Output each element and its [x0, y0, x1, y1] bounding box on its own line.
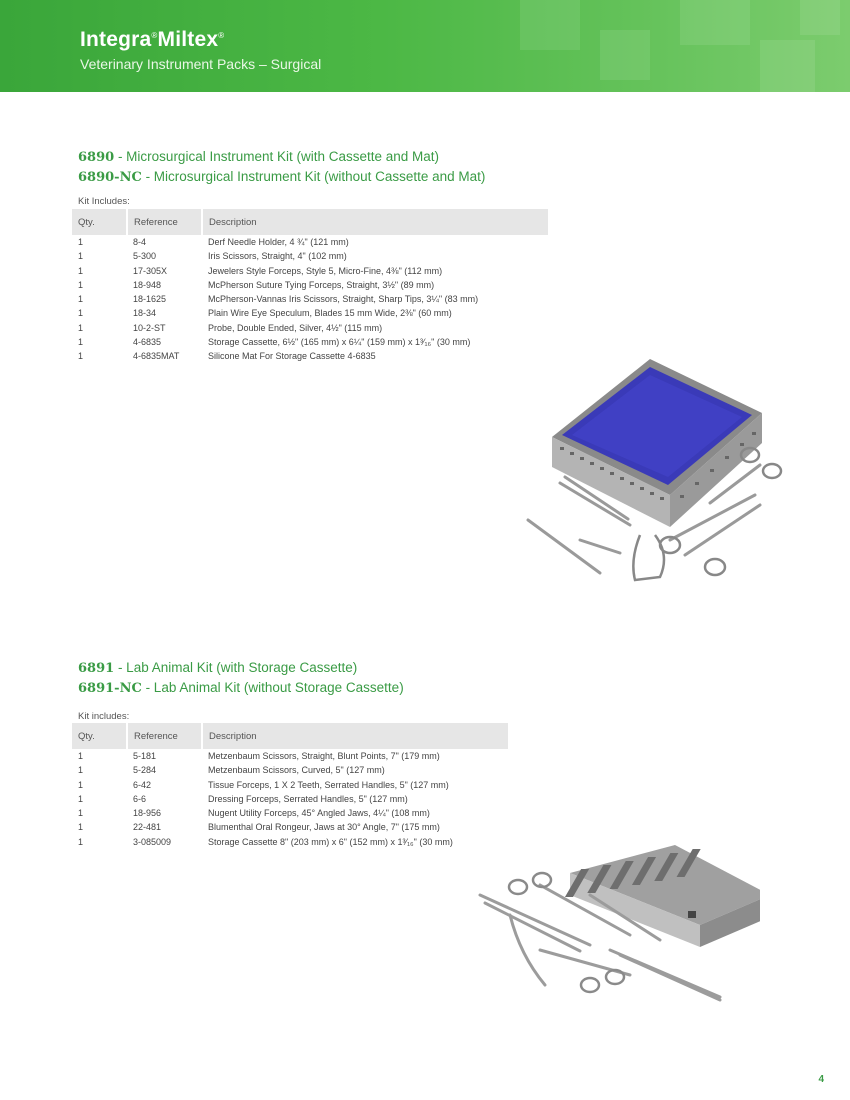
page-number: 4 — [818, 1074, 824, 1085]
cell-qty: 1 — [78, 294, 84, 305]
cell-reference: 5-284 — [133, 765, 157, 776]
table-row — [72, 278, 548, 292]
table-row — [72, 835, 508, 849]
table-row — [72, 321, 548, 335]
table-row — [72, 820, 508, 834]
kit-6891-table — [72, 723, 508, 849]
cell-qty: 1 — [78, 808, 84, 819]
cell-description: Storage Cassette, 6½" (165 mm) x 6¼" (159 mm) x 1³⁄₁₆" (30 mm) — [208, 337, 471, 348]
cell-description: Iris Scissors, Straight, 4" (102 mm) — [208, 251, 347, 262]
cell-description: Jewelers Style Forceps, Style 5, Micro-Fine, 4⅜" (112 mm) — [208, 265, 443, 276]
cell-reference: 5-300 — [133, 251, 157, 262]
column-header-reference: Reference — [127, 723, 202, 749]
column-header-qty: Qty. — [72, 723, 127, 749]
cell-reference: 18-948 — [133, 279, 162, 290]
table-row — [72, 264, 548, 278]
page-subtitle: Veterinary Instrument Packs – Surgical — [80, 56, 322, 72]
cell-reference: 6-6 — [133, 793, 147, 804]
table-row — [72, 249, 548, 263]
table-row — [72, 306, 548, 320]
cell-description: Silicone Mat For Storage Cassette 4-6835 — [208, 351, 376, 362]
cell-description: McPherson-Vannas Iris Scissors, Straight, Sharp Tips, 3¼" (83 mm) — [208, 294, 479, 305]
cell-qty: 1 — [78, 351, 84, 362]
cell-description: Plain Wire Eye Speculum, Blades 15 mm Wide, 2⅜" (60 mm) — [208, 308, 452, 319]
kit-6890-table — [72, 209, 548, 364]
cell-description: Metzenbaum Scissors, Straight, Blunt Points, 7" (179 mm) — [208, 751, 440, 761]
cell-qty: 1 — [78, 237, 84, 247]
table-row — [72, 778, 508, 792]
cell-reference: 3-085009 — [133, 836, 172, 847]
cell-description: Metzenbaum Scissors, Curved, 5" (127 mm) — [208, 765, 385, 776]
kit-6891-title: 6891 - Lab Animal Kit (with Storage Cassette) 6891-NC - Lab Animal Kit (without Storage Cassette) — [78, 660, 404, 696]
brand-logo: Integra®Miltex® — [80, 28, 225, 51]
cell-reference: 4-6835MAT — [133, 351, 180, 362]
cell-reference: 18-34 — [133, 308, 157, 319]
cell-description: McPherson Suture Tying Forceps, Straight, 3½" (89 mm) — [208, 279, 435, 290]
cell-qty: 1 — [78, 836, 84, 847]
cell-description: Storage Cassette 8" (203 mm) x 6" (152 mm) x 1³⁄₁₆" (30 mm) — [208, 836, 453, 847]
cell-reference: 8-4 — [133, 237, 147, 247]
cell-reference: 6-42 — [133, 779, 152, 790]
kit-6891-product-photo — [470, 845, 760, 1005]
table-row — [72, 235, 548, 249]
cell-reference: 18-1625 — [133, 294, 167, 305]
column-header-description: Description — [202, 209, 548, 235]
cell-reference: 5-181 — [133, 751, 157, 761]
cell-qty: 1 — [78, 279, 84, 290]
cell-description: Derf Needle Holder, 4 ¾" (121 mm) — [208, 237, 349, 247]
cell-qty: 1 — [78, 793, 84, 804]
cell-qty: 1 — [78, 822, 84, 833]
cell-reference: 18-956 — [133, 808, 162, 819]
table-row — [72, 763, 508, 777]
cell-description: Dressing Forceps, Serrated Handles, 5" (127 mm) — [208, 793, 408, 804]
column-header-reference: Reference — [127, 209, 202, 235]
table-row — [72, 292, 548, 306]
kit-6891-includes-label: Kit includes: — [78, 711, 130, 722]
cell-reference: 22-481 — [133, 822, 162, 833]
cell-reference: 4-6835 — [133, 337, 162, 348]
kit-6890-product-photo — [520, 355, 790, 595]
cell-qty: 1 — [78, 322, 84, 333]
table-row — [72, 349, 548, 363]
kit-6890-title: 6890 - Microsurgical Instrument Kit (with Cassette and Mat) 6890-NC - Microsurgical Instrument Kit (without Cassette and Mat) — [78, 149, 486, 185]
table-row — [72, 806, 508, 820]
cell-description: Tissue Forceps, 1 X 2 Teeth, Serrated Handles, 5" (127 mm) — [208, 779, 449, 790]
cell-qty: 1 — [78, 251, 84, 262]
column-header-description: Description — [202, 723, 508, 749]
table-row — [72, 335, 548, 349]
cell-qty: 1 — [78, 779, 84, 790]
cell-reference: 10-2-ST — [133, 322, 166, 333]
table-row — [72, 749, 508, 763]
cell-qty: 1 — [78, 765, 84, 776]
cell-description: Nugent Utility Forceps, 45° Angled Jaws, 4¼" (108 mm) — [208, 808, 430, 819]
cell-qty: 1 — [78, 265, 84, 276]
cell-description: Probe, Double Ended, Silver, 4½" (115 mm) — [208, 322, 383, 333]
kit-6890-includes-label: Kit Includes: — [78, 196, 130, 207]
column-header-qty: Qty. — [72, 209, 127, 235]
page-header — [0, 0, 850, 92]
cell-qty: 1 — [78, 337, 84, 348]
cell-reference: 17-305X — [133, 265, 168, 276]
table-row — [72, 792, 508, 806]
cell-qty: 1 — [78, 308, 84, 319]
cell-qty: 1 — [78, 751, 84, 761]
cell-description: Blumenthal Oral Rongeur, Jaws at 30° Angle, 7" (175 mm) — [208, 822, 440, 833]
